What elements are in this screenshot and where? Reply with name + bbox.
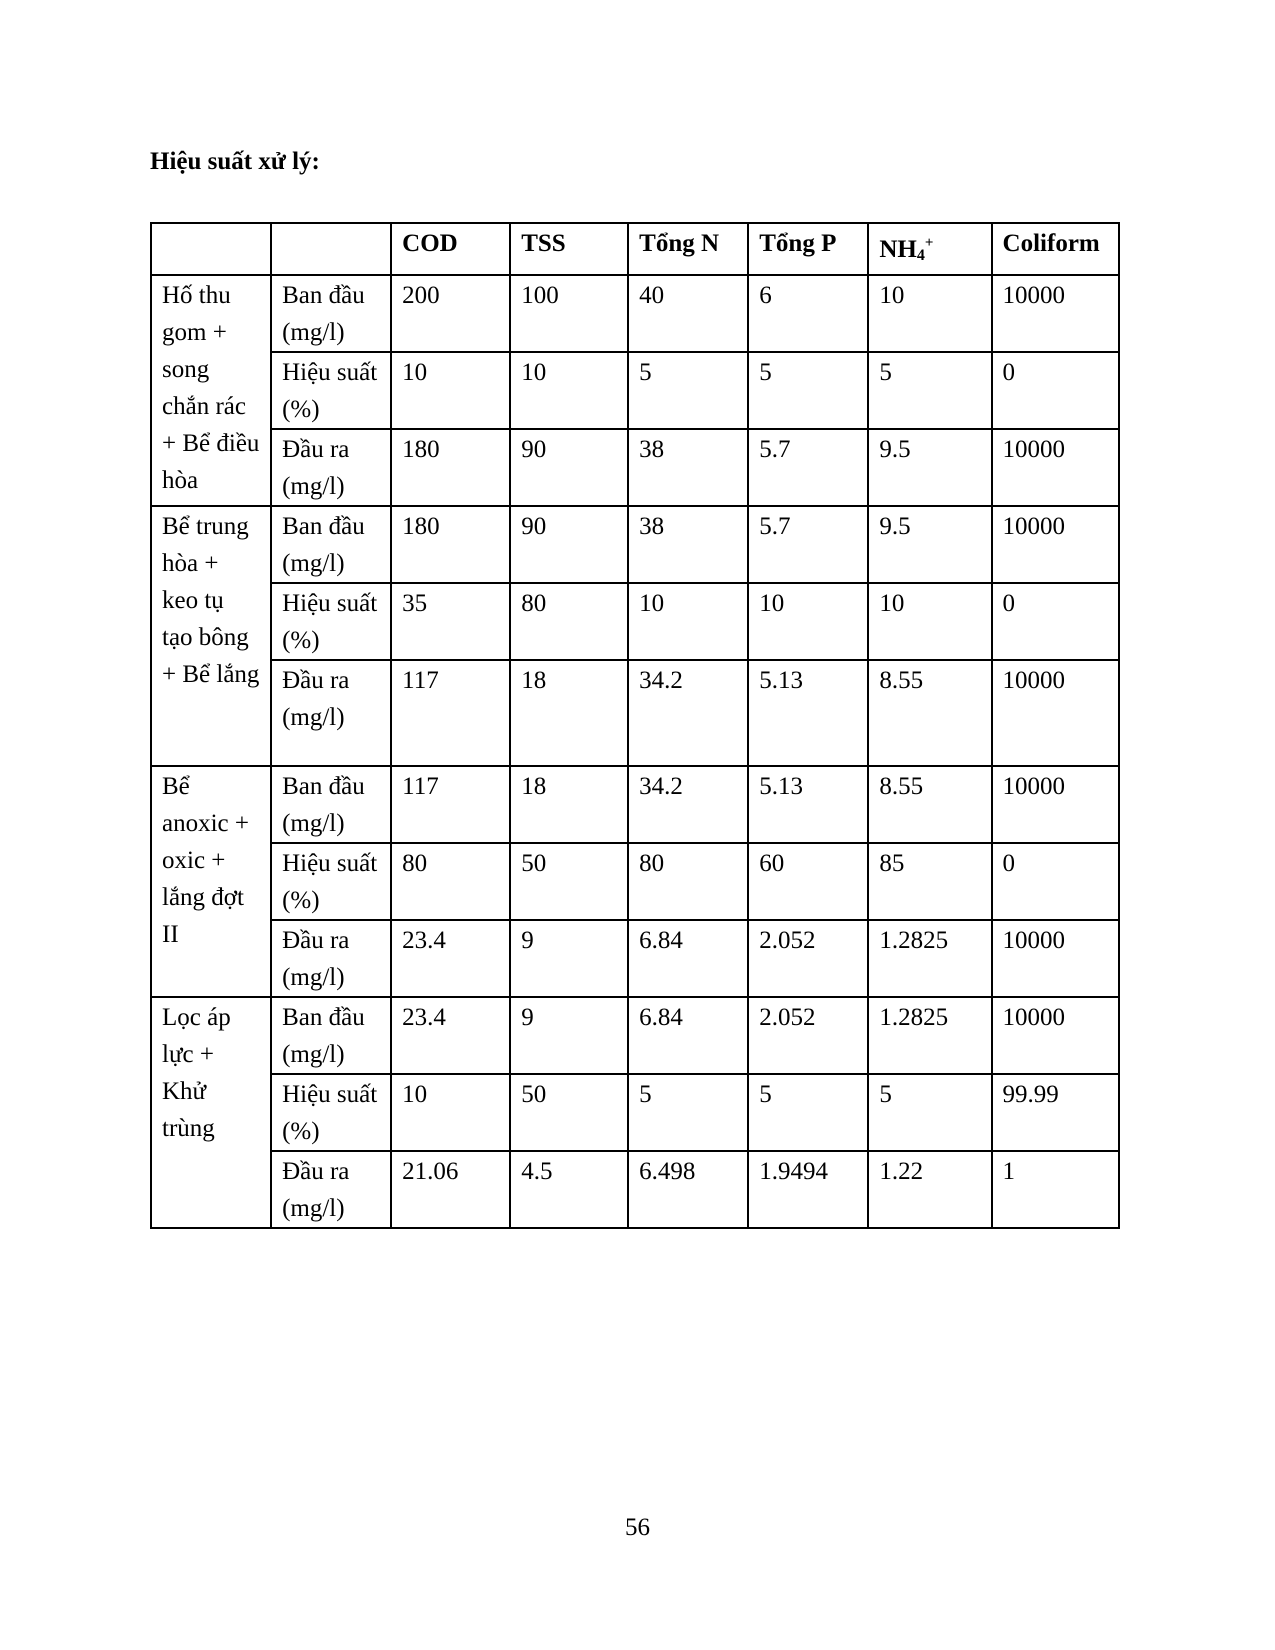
value-cell: 23.4 <box>391 920 510 997</box>
page-number: 56 <box>625 1514 650 1541</box>
value-cell: 60 <box>748 843 868 920</box>
value-cell: 18 <box>510 660 628 766</box>
value-cell: 10 <box>510 352 628 429</box>
table-row <box>151 660 1119 766</box>
table-row <box>151 843 1119 920</box>
value-cell: 90 <box>510 429 628 506</box>
value-cell: 117 <box>391 766 510 843</box>
value-cell: 80 <box>391 843 510 920</box>
value-cell: 5 <box>628 1074 748 1151</box>
metric-label-cell: Đầu ra (mg/l) <box>271 660 391 766</box>
metric-label-cell: Đầu ra (mg/l) <box>271 920 391 997</box>
value-cell: 10000 <box>992 920 1119 997</box>
value-cell: 1.2825 <box>868 997 991 1074</box>
metric-label-cell: Hiệu suất (%) <box>271 352 391 429</box>
value-cell: 5 <box>868 1074 991 1151</box>
table-row <box>151 997 1119 1074</box>
value-cell: 10000 <box>992 506 1119 583</box>
table-row <box>151 506 1119 583</box>
value-cell: 21.06 <box>391 1151 510 1228</box>
value-cell: 5 <box>748 1074 868 1151</box>
nh4-base: NH <box>879 236 917 263</box>
value-cell: 8.55 <box>868 766 991 843</box>
stage-name-cell: Hố thu gom + song chắn rác + Bể điều hòa <box>151 275 271 506</box>
stage-name-cell: Bể anoxic + oxic + lắng đợt II <box>151 766 271 997</box>
value-cell: 4.5 <box>510 1151 628 1228</box>
stage-name-cell: Lọc áp lực + Khử trùng <box>151 997 271 1228</box>
header-cod: COD <box>391 223 510 275</box>
value-cell: 8.55 <box>868 660 991 766</box>
header-coliform: Coliform <box>992 223 1119 275</box>
table-row <box>151 1151 1119 1228</box>
value-cell: 80 <box>628 843 748 920</box>
table-header-row <box>151 223 1119 275</box>
value-cell: 10 <box>628 583 748 660</box>
value-cell: 6.84 <box>628 920 748 997</box>
value-cell: 85 <box>868 843 991 920</box>
header-tss: TSS <box>510 223 628 275</box>
value-cell: 0 <box>992 583 1119 660</box>
value-cell: 2.052 <box>748 997 868 1074</box>
table-row <box>151 275 1119 352</box>
table-row <box>151 920 1119 997</box>
value-cell: 35 <box>391 583 510 660</box>
value-cell: 10 <box>391 1074 510 1151</box>
metric-label-cell: Ban đầu (mg/l) <box>271 275 391 352</box>
value-cell: 10000 <box>992 766 1119 843</box>
value-cell: 9 <box>510 997 628 1074</box>
value-cell: 9.5 <box>868 506 991 583</box>
value-cell: 0 <box>992 352 1119 429</box>
value-cell: 38 <box>628 506 748 583</box>
value-cell: 117 <box>391 660 510 766</box>
table-row <box>151 583 1119 660</box>
table-row <box>151 429 1119 506</box>
value-cell: 40 <box>628 275 748 352</box>
metric-label-cell: Hiệu suất (%) <box>271 583 391 660</box>
value-cell: 1.22 <box>868 1151 991 1228</box>
value-cell: 50 <box>510 843 628 920</box>
value-cell: 10000 <box>992 275 1119 352</box>
metric-label-cell: Ban đầu (mg/l) <box>271 506 391 583</box>
header-stage-cell <box>151 223 271 275</box>
section-heading: Hiệu suất xử lý: <box>150 148 320 175</box>
value-cell: 5 <box>748 352 868 429</box>
metric-label-cell: Ban đầu (mg/l) <box>271 766 391 843</box>
table-row <box>151 352 1119 429</box>
value-cell: 50 <box>510 1074 628 1151</box>
value-cell: 5.13 <box>748 766 868 843</box>
value-cell: 180 <box>391 506 510 583</box>
metric-label-cell: Ban đầu (mg/l) <box>271 997 391 1074</box>
value-cell: 10 <box>391 352 510 429</box>
value-cell: 5 <box>868 352 991 429</box>
value-cell: 5.13 <box>748 660 868 766</box>
table-row <box>151 766 1119 843</box>
value-cell: 100 <box>510 275 628 352</box>
value-cell: 5.7 <box>748 506 868 583</box>
value-cell: 9 <box>510 920 628 997</box>
table-row <box>151 1074 1119 1151</box>
value-cell: 10 <box>868 275 991 352</box>
header-metric-cell <box>271 223 391 275</box>
stage-name-cell: Bể trung hòa + keo tụ tạo bông + Bể lắng <box>151 506 271 766</box>
value-cell: 0 <box>992 843 1119 920</box>
value-cell: 6.84 <box>628 997 748 1074</box>
header-total-p: Tổng P <box>748 223 868 275</box>
value-cell: 18 <box>510 766 628 843</box>
value-cell: 1.9494 <box>748 1151 868 1228</box>
value-cell: 99.99 <box>992 1074 1119 1151</box>
value-cell: 1 <box>992 1151 1119 1228</box>
metric-label-cell: Hiệu suất (%) <box>271 843 391 920</box>
header-total-n: Tổng N <box>628 223 748 275</box>
header-nh4 <box>868 223 991 275</box>
treatment-efficiency-table <box>150 222 1120 1229</box>
metric-label-cell: Đầu ra (mg/l) <box>271 429 391 506</box>
metric-label-cell: Hiệu suất (%) <box>271 1074 391 1151</box>
value-cell: 10000 <box>992 429 1119 506</box>
nh4-subscript: 4 <box>916 247 925 264</box>
value-cell: 5 <box>628 352 748 429</box>
value-cell: 200 <box>391 275 510 352</box>
value-cell: 180 <box>391 429 510 506</box>
value-cell: 34.2 <box>628 660 748 766</box>
value-cell: 90 <box>510 506 628 583</box>
value-cell: 38 <box>628 429 748 506</box>
value-cell: 1.2825 <box>868 920 991 997</box>
metric-label-cell: Đầu ra (mg/l) <box>271 1151 391 1228</box>
value-cell: 10 <box>868 583 991 660</box>
value-cell: 6.498 <box>628 1151 748 1228</box>
value-cell: 23.4 <box>391 997 510 1074</box>
nh4-superscript: + <box>924 235 934 251</box>
value-cell: 34.2 <box>628 766 748 843</box>
value-cell: 9.5 <box>868 429 991 506</box>
value-cell: 2.052 <box>748 920 868 997</box>
value-cell: 6 <box>748 275 868 352</box>
value-cell: 10000 <box>992 997 1119 1074</box>
value-cell: 5.7 <box>748 429 868 506</box>
value-cell: 80 <box>510 583 628 660</box>
value-cell: 10000 <box>992 660 1119 766</box>
value-cell: 10 <box>748 583 868 660</box>
